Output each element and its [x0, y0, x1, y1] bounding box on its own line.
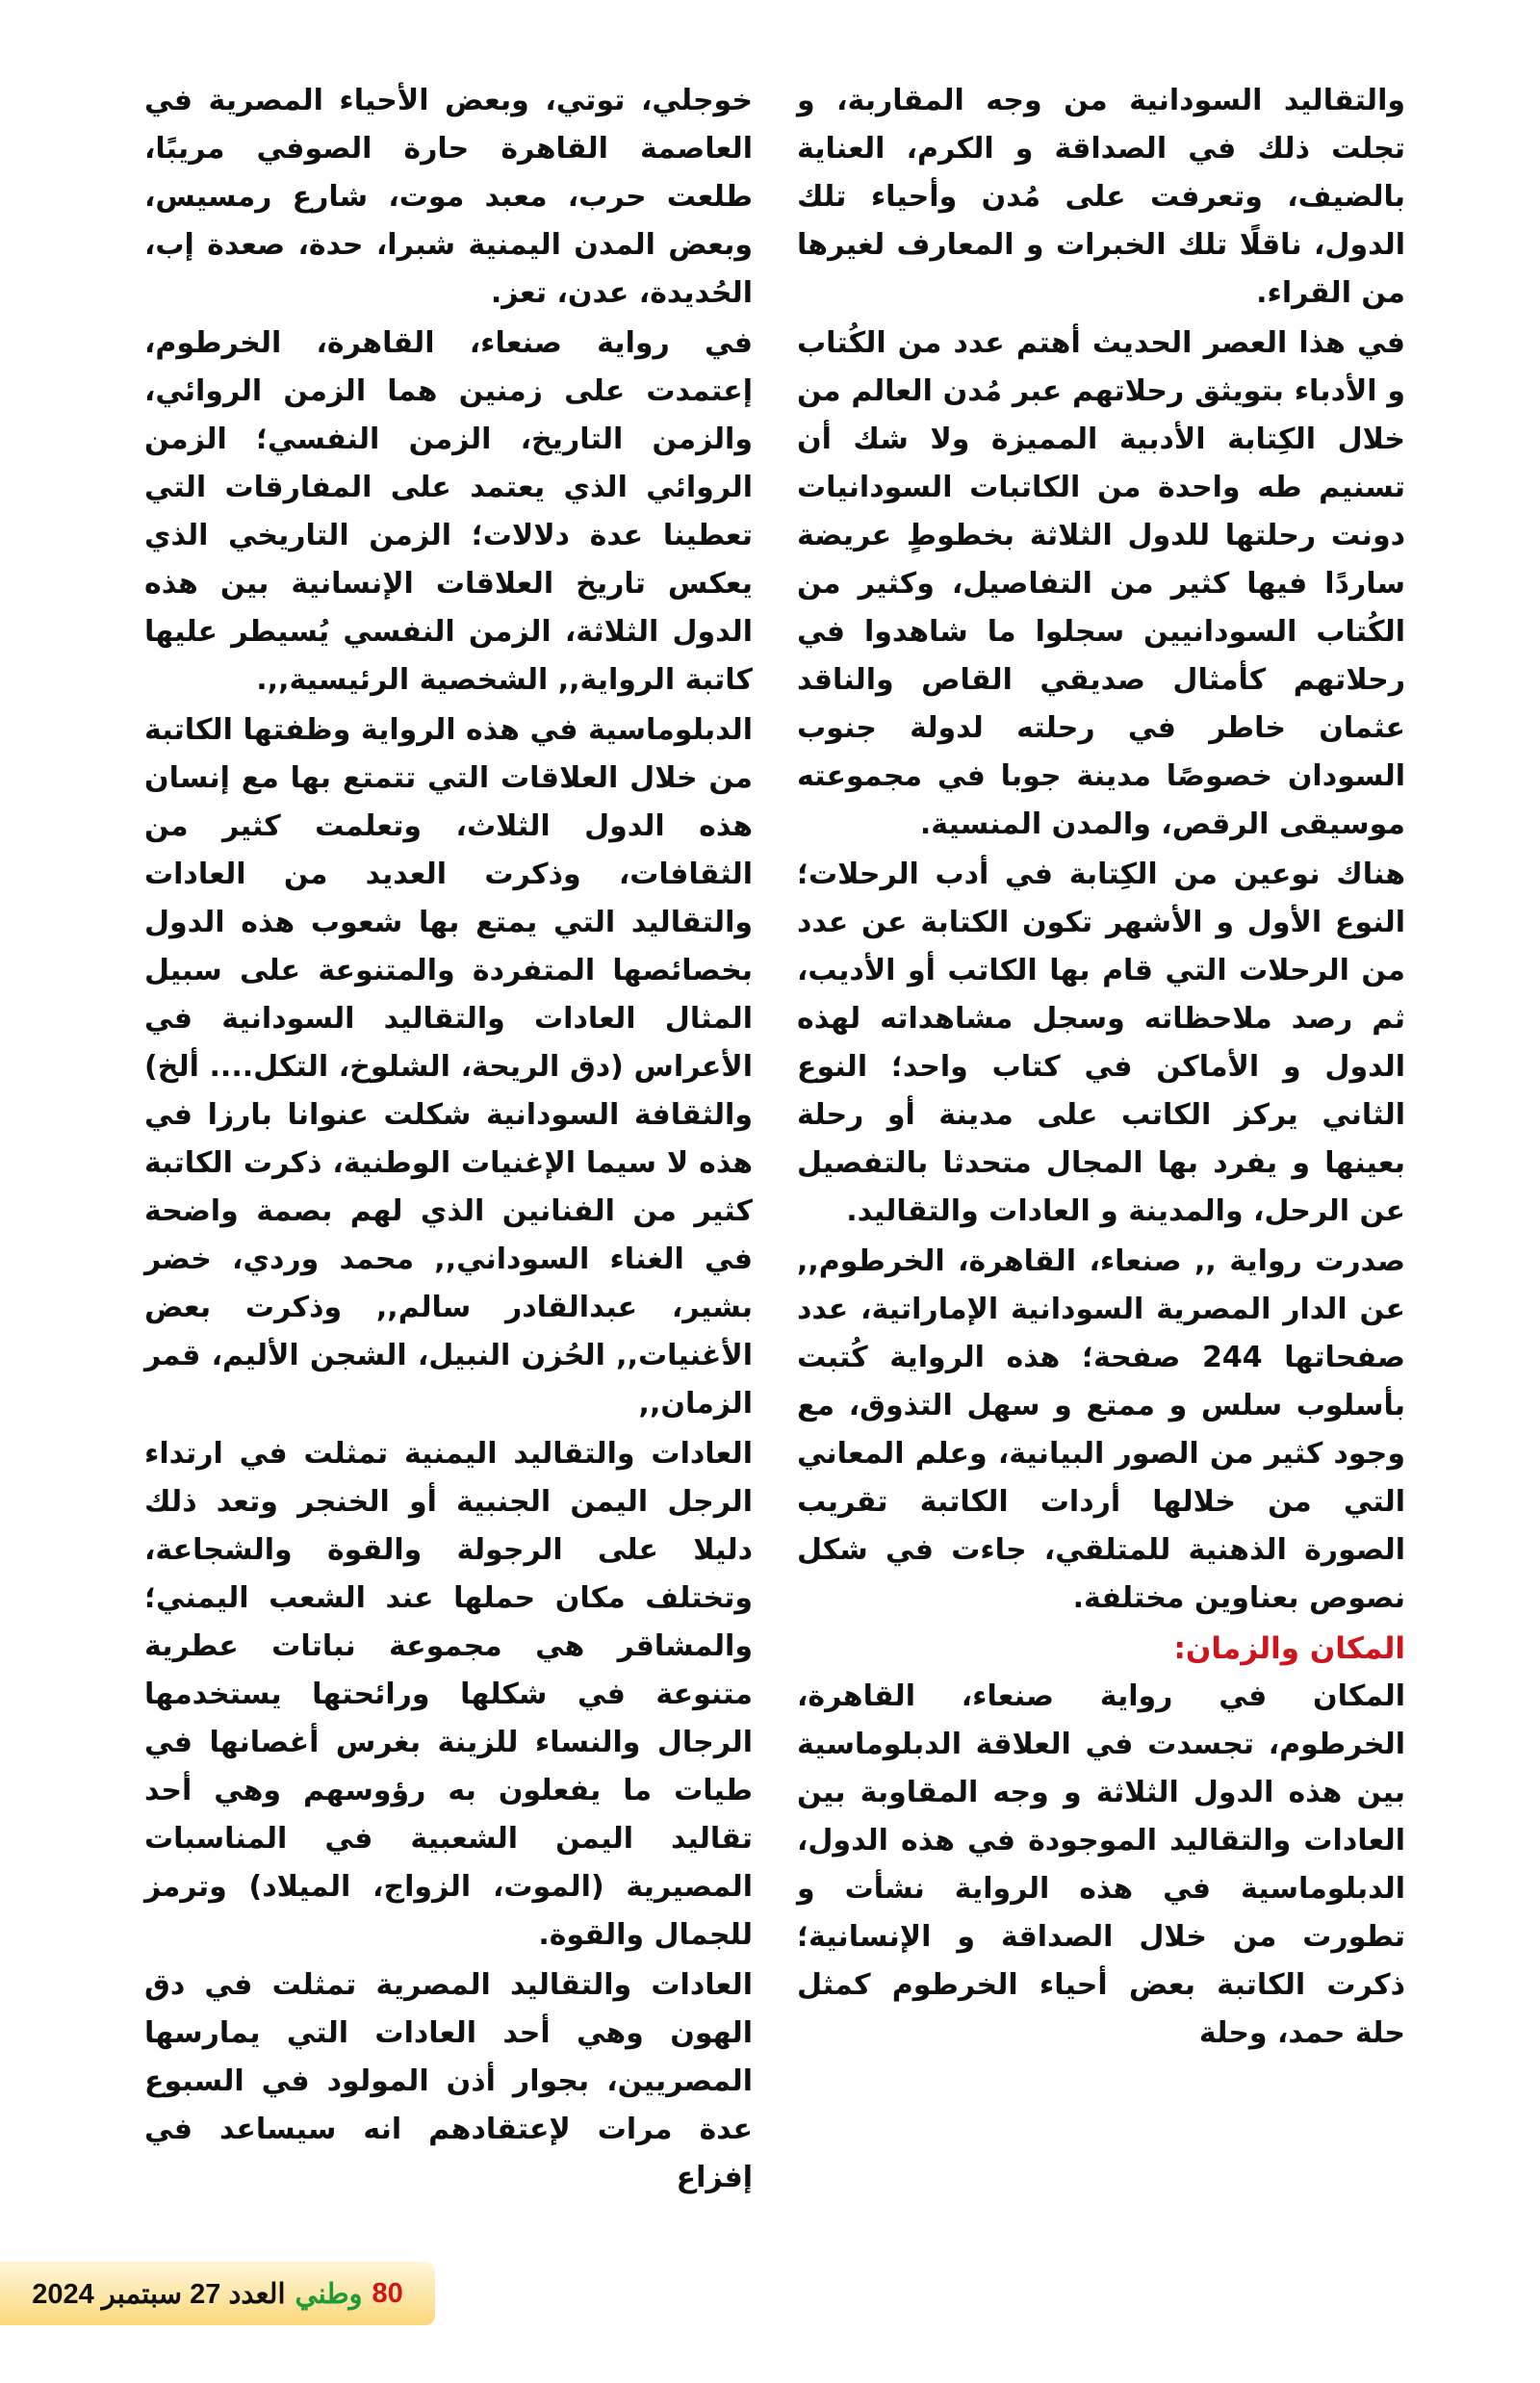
paragraph: صدرت رواية ,, صنعاء، القاهرة، الخرطوم,, عن الدار المصرية السودانية الإماراتية، عدد صفحاتها 244 صفحة؛ هذه الرواية كُتبت بأسلوب سلس و ممتع و سهل التذوق، مع وجود كثير من الصور البيانية، وعلم المعاني التي من خلالها أردات الكاتبة تقريب الصورة الذهنية للمتلقي، جاءت في شكل نصوص بعناوين مختلفة. [797, 1244, 1406, 1615]
article-column-left [144, 77, 753, 2204]
page-footer [0, 2262, 435, 2325]
paragraph: هناك نوعين من الكِتابة في أدب الرحلات؛ النوع الأول و الأشهر تكون الكتابة عن عدد من الرحلات التي قام بها الكاتب أو الأديب، ثم رصد ملاحظاته وسجل مشاهداته لهذه الدول و الأماكن في كتاب واحد؛ النوع الثاني يركز الكاتب على مدينة أو رحلة بعينها و يفرد بها المجال متحدثا بالتفصيل عن الرحل، والمدينة و العادات والتقاليد. [797, 858, 1405, 1228]
paragraph: المكان في رواية صنعاء، القاهرة، الخرطوم، تجسدت في العلاقة الدبلوماسية بين هذه الدول الثلاثة و وجه المقاوبة بين العادات والتقاليد الموجودة في هذه الدول، الدبلوماسية في هذه الرواية نشأت و تطورت من خلال الصداقة و الإنسانية؛ ذكرت الكاتبة بعض أحياء الخرطوم كمثل حلة حمد، وحلة [797, 1679, 1405, 2050]
paragraph: الدبلوماسية في هذه الرواية وظفتها الكاتبة من خلال العلاقات التي تتمتع بها مع إنسان هذه الدول الثلاث، وتعلمت كثير من الثقافات، وذكرت العديد من العادات والتقاليد التي يمتع بها شعوب هذه الدول بخصائصها المتفردة والمتنوعة على سبيل المثال العادات والتقاليد السودانية في الأعراس (دق الريحة، الشلوخ، التكل.... ألخ) والثقافة السودانية شكلت عنوانا بارزا في هذه لا سيما الإغنيات الوطنية، ذكرت الكاتبة كثير من الفنانين الذي لهم بصمة واضحة في الغناء السوداني,, محمد وردي، خضر بشير، عبدالقادر سالم,, وذكرت بعض الأغنيات,, الحُزن النبيل، الشجن الأليم، قمر الزمان,, [144, 713, 753, 1421]
section-heading: المكان والزمان: [1173, 1631, 1405, 1666]
article-column-right [797, 77, 1405, 2060]
paragraph: في رواية صنعاء، القاهرة، الخرطوم، إعتمدت على زمنين هما الزمن الروائي، والزمن التاريخ، الزمن النفسي؛ الزمن الروائي الذي يعتمد على المفارقات التي تعطينا عدة دلالات؛ الزمن التاريخي الذي يعكس تاريخ العلاقات الإنسانية بين هذه الدول الثلاثة، الزمن النفسي يُسيطر عليها كاتبة الرواية,, الشخصية الرئيسية,,. [144, 326, 753, 697]
paragraph: والتقاليد السودانية من وجه المقاربة، و تجلت ذلك في الصداقة و الكرم، العناية بالضيف، وتعرفت على مُدن وأحياء تلك الدول، ناقلًا تلك الخبرات و المعارف لغيرها من القراء. [797, 84, 1405, 310]
paragraph: في هذا العصر الحديث أهتم عدد من الكُتاب و الأدباء بتويثق رحلاتهم عبر مُدن العالم من خلال الكِتابة الأدبية المميزة ولا شك أن تسنيم طه واحدة من الكاتبات السودانيات دونت رحلتها للدول الثلاثة بخطوطٍ عريضة ساردًا فيها كثير من التفاصيل، وكثير من الكُتاب السودانيين سجلوا ما شاهدوا في رحلاتهم كأمثال صديقي القاص والناقد عثمان خاطر في رحلته لدولة جنوب السودان خصوصًا مدينة جوبا في مجموعته موسيقى الرقص، والمدن المنسية. [797, 326, 1405, 841]
paragraph: العادات والتقاليد اليمنية تمثلت في ارتداء الرجل اليمن الجنبية أو الخنجر وتعد ذلك دليلا على الرجولة والقوة والشجاعة، وتختلف مكان حملها عند الشعب اليمني؛ والمشاقر هي مجموعة نباتات عطرية متنوعة في شكلها ورائحتها يستخدمها الرجال والنساء للزينة بغرس أغصانها في طيات ما يفعلون به رؤوسهم وهي أحد تقاليد اليمن الشعبية في المناسبات المصيرية (الموت، الزواج، الميلاد) وترمز للجمال والقوة. [144, 1437, 753, 1952]
paragraph: خوجلي، توتي، وبعض الأحياء المصرية في العاصمة القاهرة حارة الصوفي مريبًا، طلعت حرب، معبد موت، شارع رمسيس، وبعض المدن اليمنية شبرا، حدة، صعدة إب، الحُديدة، عدن، تعز. [144, 84, 753, 310]
magazine-name: وطني [295, 2278, 363, 2310]
issue-date: العدد 27 سبتمبر 2024 [32, 2278, 286, 2310]
paragraph: العادات والتقاليد المصرية تمثلت في دق الهون وهي أحد العادات التي يمارسها المصريين، بجوار أذن المولود في السبوع عدة مرات لإعتقادهم انه سيساعد في إفزاع [144, 1968, 753, 2194]
page-number: 80 [372, 2277, 403, 2309]
page-footer-area [0, 2242, 1540, 2383]
